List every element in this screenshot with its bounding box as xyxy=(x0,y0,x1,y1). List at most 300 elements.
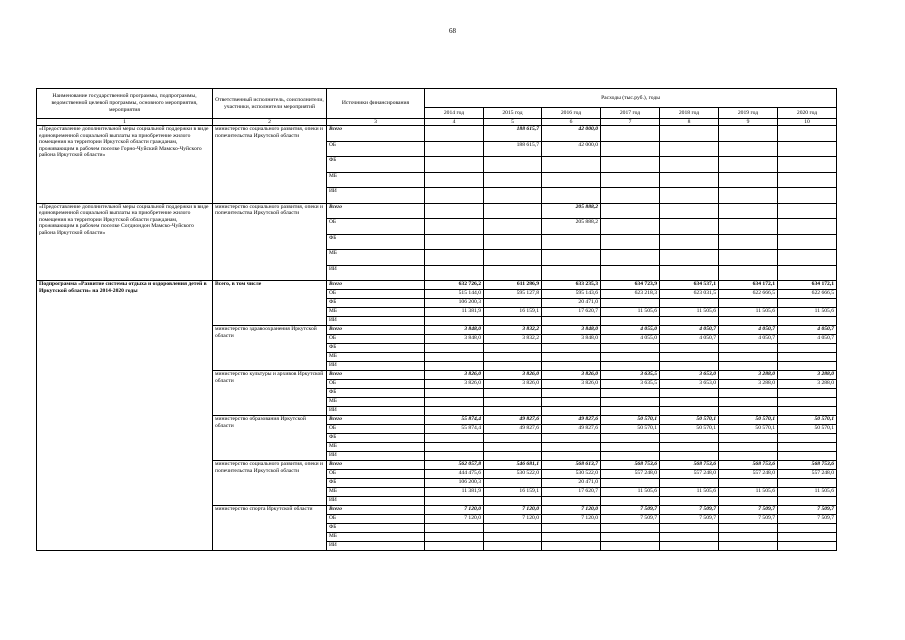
amount-cell xyxy=(425,407,484,416)
amount-cell xyxy=(542,265,601,281)
amount-cell: 622 666,5 xyxy=(719,290,778,299)
program-name: Подпрограмма «Развитие системы отдыха и оздоровления детей в Иркутской области» на 2014-2020 годы xyxy=(37,281,213,551)
amount-cell xyxy=(425,353,484,362)
amount-cell: 7 120,0 xyxy=(484,515,542,524)
amount-cell xyxy=(601,533,660,542)
amount-cell xyxy=(542,452,601,461)
funding-source: ИИ xyxy=(327,452,425,461)
amount-cell: 568 753,6 xyxy=(778,461,837,470)
amount-cell: 50 570,1 xyxy=(660,425,719,434)
amount-cell xyxy=(601,265,660,281)
amount-cell xyxy=(660,265,719,281)
amount-cell xyxy=(484,497,542,506)
amount-cell xyxy=(484,299,542,308)
funding-source: МБ xyxy=(327,533,425,542)
amount-cell: 634 537,1 xyxy=(660,281,719,290)
header-year: 2014 год xyxy=(425,108,484,119)
program-name: «Предоставление дополнительной меры социальной поддержки в виде единовременной социальной выплаты на приобретение жилого помещения на территории Иркутской области гражданам, проживающим в рабочем поселке Согдиондон Мамско-Чуйского района Иркутской области» xyxy=(37,203,213,281)
amount-cell xyxy=(660,317,719,326)
amount-cell: 50 570,1 xyxy=(719,416,778,425)
header-executor: Ответственный исполнитель, соисполнители, участники, исполнители мероприятий xyxy=(213,89,327,119)
amount-cell xyxy=(660,389,719,398)
amount-cell xyxy=(542,317,601,326)
amount-cell xyxy=(484,362,542,371)
amount-cell xyxy=(425,398,484,407)
amount-cell xyxy=(425,250,484,266)
amount-cell xyxy=(660,203,719,219)
header-year: 2019 год xyxy=(719,108,778,119)
amount-cell xyxy=(660,524,719,533)
amount-cell xyxy=(778,157,837,173)
funding-source: Всего xyxy=(327,506,425,515)
amount-cell xyxy=(660,188,719,204)
amount-cell: 11 505,6 xyxy=(719,488,778,497)
header-source: Источники финансирования xyxy=(327,89,425,119)
header-year: 2017 год xyxy=(601,108,660,119)
amount-cell: 557 248,0 xyxy=(601,470,660,479)
amount-cell xyxy=(425,524,484,533)
amount-cell xyxy=(778,126,837,142)
amount-cell: 3 826,0 xyxy=(484,371,542,380)
amount-cell: 50 570,1 xyxy=(778,425,837,434)
funding-source: ОБ xyxy=(327,141,425,157)
amount-cell: 568 753,6 xyxy=(719,461,778,470)
amount-cell xyxy=(484,344,542,353)
amount-cell: 49 827,6 xyxy=(484,425,542,434)
amount-cell: 50 570,1 xyxy=(719,425,778,434)
amount-cell: 557 248,0 xyxy=(719,470,778,479)
column-number: 1 xyxy=(37,119,213,126)
amount-cell xyxy=(719,141,778,157)
amount-cell: 11 381,9 xyxy=(425,308,484,317)
table-row xyxy=(37,203,837,219)
amount-cell xyxy=(719,434,778,443)
amount-cell: 4 050,7 xyxy=(719,335,778,344)
amount-cell xyxy=(719,219,778,235)
funding-source: МБ xyxy=(327,250,425,266)
amount-cell xyxy=(425,317,484,326)
amount-cell: 50 570,1 xyxy=(660,416,719,425)
amount-cell xyxy=(778,407,837,416)
amount-cell xyxy=(660,533,719,542)
amount-cell xyxy=(425,203,484,219)
funding-source: ИИ xyxy=(327,497,425,506)
amount-cell: 4 050,7 xyxy=(660,326,719,335)
amount-cell xyxy=(778,542,837,551)
amount-cell xyxy=(660,353,719,362)
amount-cell xyxy=(601,353,660,362)
amount-cell xyxy=(601,524,660,533)
amount-cell: 633 235,3 xyxy=(542,281,601,290)
amount-cell xyxy=(542,250,601,266)
amount-cell xyxy=(601,126,660,142)
amount-cell xyxy=(778,398,837,407)
amount-cell: 4 055,0 xyxy=(601,335,660,344)
funding-source: МБ xyxy=(327,308,425,317)
amount-cell xyxy=(719,250,778,266)
column-number: 4 xyxy=(425,119,484,126)
amount-cell xyxy=(660,157,719,173)
amount-cell xyxy=(601,172,660,188)
amount-cell: 530 522,0 xyxy=(542,470,601,479)
amount-cell: 622 666,5 xyxy=(778,290,837,299)
amount-cell: 3 848,0 xyxy=(425,335,484,344)
amount-cell: 42 000,0 xyxy=(542,126,601,142)
amount-cell xyxy=(778,234,837,250)
amount-cell xyxy=(601,250,660,266)
amount-cell xyxy=(660,362,719,371)
amount-cell xyxy=(719,172,778,188)
amount-cell: 4 055,0 xyxy=(601,326,660,335)
funding-source: ИИ xyxy=(327,362,425,371)
amount-cell xyxy=(601,542,660,551)
amount-cell xyxy=(719,542,778,551)
amount-cell xyxy=(778,172,837,188)
column-number: 2 xyxy=(213,119,327,126)
amount-cell xyxy=(601,317,660,326)
funding-source: ИИ xyxy=(327,542,425,551)
funding-source: Всего xyxy=(327,281,425,290)
amount-cell xyxy=(542,533,601,542)
amount-cell: 11 505,6 xyxy=(601,308,660,317)
amount-cell: 50 570,1 xyxy=(601,425,660,434)
executor-name: министерство социального развития, опеки и попечительства Иркутской области xyxy=(213,126,327,204)
amount-cell xyxy=(778,389,837,398)
amount-cell xyxy=(425,188,484,204)
amount-cell xyxy=(660,250,719,266)
executor-name: министерство культуры и архивов Иркутской области xyxy=(213,371,327,416)
amount-cell xyxy=(778,443,837,452)
funding-source: ФБ xyxy=(327,234,425,250)
amount-cell: 205 888,2 xyxy=(542,203,601,219)
amount-cell xyxy=(484,317,542,326)
funding-source: ФБ xyxy=(327,299,425,308)
amount-cell xyxy=(778,203,837,219)
amount-cell xyxy=(660,407,719,416)
funding-source: МБ xyxy=(327,488,425,497)
amount-cell: 7 509,7 xyxy=(660,506,719,515)
amount-cell xyxy=(719,362,778,371)
amount-cell: 50 570,1 xyxy=(601,416,660,425)
amount-cell xyxy=(484,542,542,551)
funding-source: ОБ xyxy=(327,380,425,389)
amount-cell xyxy=(542,172,601,188)
amount-cell: 7 120,0 xyxy=(484,506,542,515)
amount-cell xyxy=(425,157,484,173)
amount-cell xyxy=(601,344,660,353)
amount-cell xyxy=(660,452,719,461)
funding-source: ИИ xyxy=(327,265,425,281)
funding-source: ОБ xyxy=(327,335,425,344)
amount-cell xyxy=(484,533,542,542)
amount-cell xyxy=(601,452,660,461)
header-expenses: Расходы (тыс.руб.), годы xyxy=(425,89,837,108)
amount-cell: 11 505,6 xyxy=(660,308,719,317)
amount-cell xyxy=(601,157,660,173)
amount-cell xyxy=(542,542,601,551)
column-number: 10 xyxy=(778,119,837,126)
amount-cell xyxy=(719,353,778,362)
amount-cell xyxy=(542,389,601,398)
amount-cell: 3 832,2 xyxy=(484,326,542,335)
amount-cell: 634 723,9 xyxy=(601,281,660,290)
amount-cell xyxy=(484,265,542,281)
amount-cell xyxy=(778,452,837,461)
amount-cell xyxy=(660,172,719,188)
amount-cell xyxy=(719,234,778,250)
amount-cell xyxy=(778,265,837,281)
amount-cell xyxy=(542,157,601,173)
amount-cell: 188 615,7 xyxy=(484,126,542,142)
funding-source: ИИ xyxy=(327,407,425,416)
executor-name: министерство социального развития, опеки и попечительства Иркутской области xyxy=(213,203,327,281)
amount-cell xyxy=(719,443,778,452)
amount-cell xyxy=(484,479,542,488)
funding-source: МБ xyxy=(327,398,425,407)
amount-cell: 3 848,0 xyxy=(542,326,601,335)
header-year: 2020 год xyxy=(778,108,837,119)
amount-cell xyxy=(719,497,778,506)
amount-cell xyxy=(778,299,837,308)
amount-cell: 4 050,7 xyxy=(719,326,778,335)
amount-cell xyxy=(660,398,719,407)
amount-cell xyxy=(425,452,484,461)
amount-cell xyxy=(778,353,837,362)
amount-cell xyxy=(719,452,778,461)
amount-cell: 3 288,0 xyxy=(778,371,837,380)
amount-cell: 3 653,0 xyxy=(660,380,719,389)
amount-cell xyxy=(778,141,837,157)
amount-cell xyxy=(719,389,778,398)
amount-cell xyxy=(660,126,719,142)
amount-cell: 3 653,0 xyxy=(660,371,719,380)
amount-cell: 11 505,6 xyxy=(719,308,778,317)
header-year: 2018 год xyxy=(660,108,719,119)
amount-cell xyxy=(484,524,542,533)
amount-cell xyxy=(484,219,542,235)
amount-cell: 7 509,7 xyxy=(601,506,660,515)
funding-source: Всего xyxy=(327,461,425,470)
amount-cell: 7 509,7 xyxy=(719,515,778,524)
amount-cell xyxy=(425,172,484,188)
amount-cell xyxy=(425,234,484,250)
amount-cell xyxy=(601,497,660,506)
amount-cell: 632 726,2 xyxy=(425,281,484,290)
amount-cell xyxy=(542,353,601,362)
funding-source: ОБ xyxy=(327,425,425,434)
amount-cell: 3 288,0 xyxy=(719,371,778,380)
amount-cell: 106 200,3 xyxy=(425,479,484,488)
amount-cell: 3 635,5 xyxy=(601,371,660,380)
header-program: Наименование государственной программы, подпрограммы, ведомственной целевой программы, основного мероприятия, мероприятия xyxy=(37,89,213,119)
table-row xyxy=(37,126,837,142)
amount-cell xyxy=(484,353,542,362)
amount-cell xyxy=(719,299,778,308)
amount-cell: 595 143,6 xyxy=(542,290,601,299)
amount-cell xyxy=(719,126,778,142)
amount-cell: 530 522,0 xyxy=(484,470,542,479)
amount-cell xyxy=(601,389,660,398)
amount-cell: 595 127,8 xyxy=(484,290,542,299)
amount-cell xyxy=(660,141,719,157)
amount-cell: 20 471,0 xyxy=(542,299,601,308)
amount-cell xyxy=(542,434,601,443)
page-number: 68 xyxy=(449,27,456,35)
column-number: 3 xyxy=(327,119,425,126)
amount-cell xyxy=(484,443,542,452)
column-number: 9 xyxy=(719,119,778,126)
amount-cell: 557 248,0 xyxy=(778,470,837,479)
header-year: 2015 год xyxy=(484,108,542,119)
amount-cell: 3 848,0 xyxy=(425,326,484,335)
amount-cell: 634 172,1 xyxy=(778,281,837,290)
amount-cell xyxy=(719,398,778,407)
amount-cell xyxy=(660,443,719,452)
amount-cell: 7 509,7 xyxy=(601,515,660,524)
amount-cell xyxy=(542,524,601,533)
amount-cell xyxy=(484,172,542,188)
amount-cell: 55 874,4 xyxy=(425,425,484,434)
amount-cell: 623 031,5 xyxy=(660,290,719,299)
amount-cell xyxy=(484,157,542,173)
amount-cell xyxy=(601,203,660,219)
funding-source: ИИ xyxy=(327,188,425,204)
amount-cell: 568 753,6 xyxy=(660,461,719,470)
amount-cell xyxy=(778,479,837,488)
amount-cell: 3 826,0 xyxy=(425,371,484,380)
executor-name: министерство здравоохранения Иркутской области xyxy=(213,326,327,371)
amount-cell xyxy=(719,265,778,281)
amount-cell xyxy=(778,497,837,506)
amount-cell xyxy=(601,362,660,371)
amount-cell: 7 509,7 xyxy=(778,515,837,524)
amount-cell xyxy=(719,533,778,542)
amount-cell: 4 050,7 xyxy=(778,326,837,335)
amount-cell: 20 471,0 xyxy=(542,479,601,488)
amount-cell xyxy=(660,344,719,353)
funding-source: Всего xyxy=(327,371,425,380)
funding-source: МБ xyxy=(327,172,425,188)
amount-cell xyxy=(778,533,837,542)
funding-source: ОБ xyxy=(327,290,425,299)
amount-cell: 11 505,6 xyxy=(778,488,837,497)
executor-name: Всего, в том числе xyxy=(213,281,327,326)
amount-cell: 188 615,7 xyxy=(484,141,542,157)
amount-cell: 17 620,7 xyxy=(542,308,601,317)
amount-cell xyxy=(660,299,719,308)
funding-source: ФБ xyxy=(327,389,425,398)
amount-cell xyxy=(778,250,837,266)
amount-cell xyxy=(601,407,660,416)
amount-cell xyxy=(601,188,660,204)
amount-cell xyxy=(719,188,778,204)
amount-cell xyxy=(660,542,719,551)
amount-cell xyxy=(425,141,484,157)
amount-cell: 106 200,3 xyxy=(425,299,484,308)
amount-cell xyxy=(778,344,837,353)
amount-cell: 568 753,6 xyxy=(601,461,660,470)
amount-cell xyxy=(778,317,837,326)
funding-source: Всего xyxy=(327,326,425,335)
amount-cell xyxy=(778,188,837,204)
funding-source: ФБ xyxy=(327,524,425,533)
amount-cell: 3 288,0 xyxy=(778,380,837,389)
executor-name: министерство спорта Иркутской области xyxy=(213,506,327,551)
amount-cell xyxy=(425,219,484,235)
amount-cell xyxy=(484,398,542,407)
amount-cell xyxy=(542,398,601,407)
amount-cell xyxy=(425,434,484,443)
amount-cell xyxy=(719,407,778,416)
amount-cell: 634 172,1 xyxy=(719,281,778,290)
amount-cell: 42 000,0 xyxy=(542,141,601,157)
amount-cell: 3 848,0 xyxy=(542,335,601,344)
amount-cell: 16 159,1 xyxy=(484,308,542,317)
amount-cell: 50 570,1 xyxy=(778,416,837,425)
amount-cell: 3 826,0 xyxy=(542,371,601,380)
amount-cell xyxy=(425,443,484,452)
funding-source: ИИ xyxy=(327,317,425,326)
amount-cell xyxy=(542,443,601,452)
amount-cell xyxy=(601,299,660,308)
amount-cell: 49 827,6 xyxy=(484,416,542,425)
amount-cell: 568 613,7 xyxy=(542,461,601,470)
amount-cell xyxy=(660,497,719,506)
amount-cell xyxy=(425,389,484,398)
amount-cell xyxy=(542,362,601,371)
column-number: 5 xyxy=(484,119,542,126)
amount-cell: 557 248,0 xyxy=(660,470,719,479)
amount-cell xyxy=(778,524,837,533)
column-number: 8 xyxy=(660,119,719,126)
amount-cell xyxy=(660,434,719,443)
funding-source: Всего xyxy=(327,416,425,425)
amount-cell xyxy=(601,398,660,407)
amount-cell: 16 159,1 xyxy=(484,488,542,497)
executor-name: министерство социального развития, опеки и попечительства Иркутской области xyxy=(213,461,327,506)
amount-cell xyxy=(484,452,542,461)
financing-table xyxy=(36,88,837,551)
amount-cell xyxy=(484,203,542,219)
amount-cell xyxy=(778,434,837,443)
amount-cell xyxy=(719,317,778,326)
funding-source: ОБ xyxy=(327,219,425,235)
amount-cell xyxy=(719,479,778,488)
amount-cell: 3 826,0 xyxy=(484,380,542,389)
table-row xyxy=(37,281,837,290)
amount-cell xyxy=(542,407,601,416)
header-year: 2016 год xyxy=(542,108,601,119)
amount-cell: 11 505,6 xyxy=(778,308,837,317)
amount-cell xyxy=(601,219,660,235)
amount-cell: 611 286,9 xyxy=(484,281,542,290)
amount-cell xyxy=(660,479,719,488)
funding-source: ФБ xyxy=(327,344,425,353)
amount-cell xyxy=(484,389,542,398)
amount-cell xyxy=(660,219,719,235)
amount-cell xyxy=(542,344,601,353)
amount-cell xyxy=(425,126,484,142)
amount-cell: 546 681,1 xyxy=(484,461,542,470)
amount-cell: 3 635,5 xyxy=(601,380,660,389)
amount-cell xyxy=(425,265,484,281)
amount-cell xyxy=(484,250,542,266)
amount-cell: 562 057,8 xyxy=(425,461,484,470)
amount-cell: 49 827,6 xyxy=(542,425,601,434)
amount-cell xyxy=(601,141,660,157)
funding-source: ФБ xyxy=(327,479,425,488)
amount-cell xyxy=(425,362,484,371)
